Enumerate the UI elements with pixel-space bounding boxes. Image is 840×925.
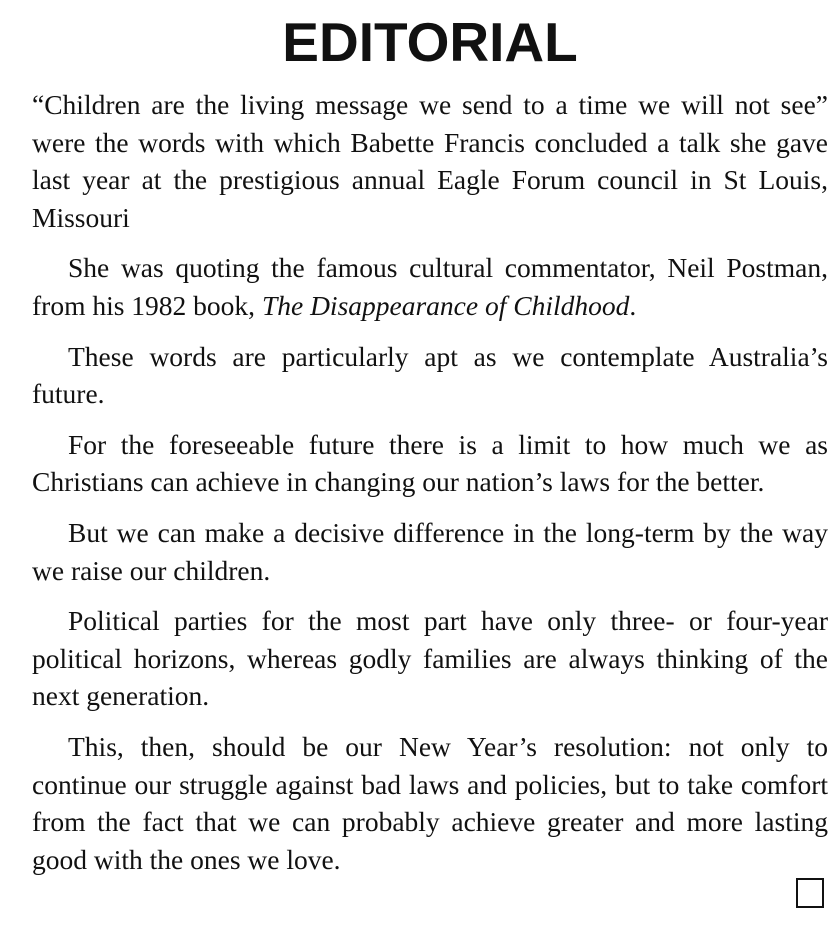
article-body xyxy=(32,86,828,878)
end-mark-box xyxy=(796,878,824,908)
paragraph-7: This, then, should be our New Year’s resolution: not only to continue our struggle against bad laws and policies, but to take comfort from the fact that we can probably achieve greater and more lasting good with the ones we love. xyxy=(32,730,828,875)
paragraph-1: “Children are the living message we send to a time we will not see” were the words with which Babette Francis concluded a talk she gave last year at the prestigious annual Eagle Forum council in St Louis, Missouri xyxy=(32,89,828,233)
paragraph-2-text: She was quoting the famous cultural commentator, Neil Postman, from his 1982 book, xyxy=(32,252,828,321)
paragraph-2-end: . xyxy=(629,289,637,321)
book-title: The Disappearance of Childhood xyxy=(261,289,630,321)
paragraph-6: Political parties for the most part have only three- or four-year political horizons, whereas godly families are always thinking of the next generation. xyxy=(32,605,828,712)
paragraph-5: But we can make a decisive difference in the long-term by the way we raise our children. xyxy=(32,516,828,586)
paragraph-3: These words are particularly apt as we contemplate Australia’s future. xyxy=(32,340,828,410)
editorial-article xyxy=(32,10,828,891)
page-title: EDITORIAL xyxy=(282,11,578,73)
paragraph-2 xyxy=(32,249,828,324)
paragraph-4: For the foreseeable future there is a limit to how much we as Christians can achieve in changing our nation’s laws for the better. xyxy=(32,428,828,498)
